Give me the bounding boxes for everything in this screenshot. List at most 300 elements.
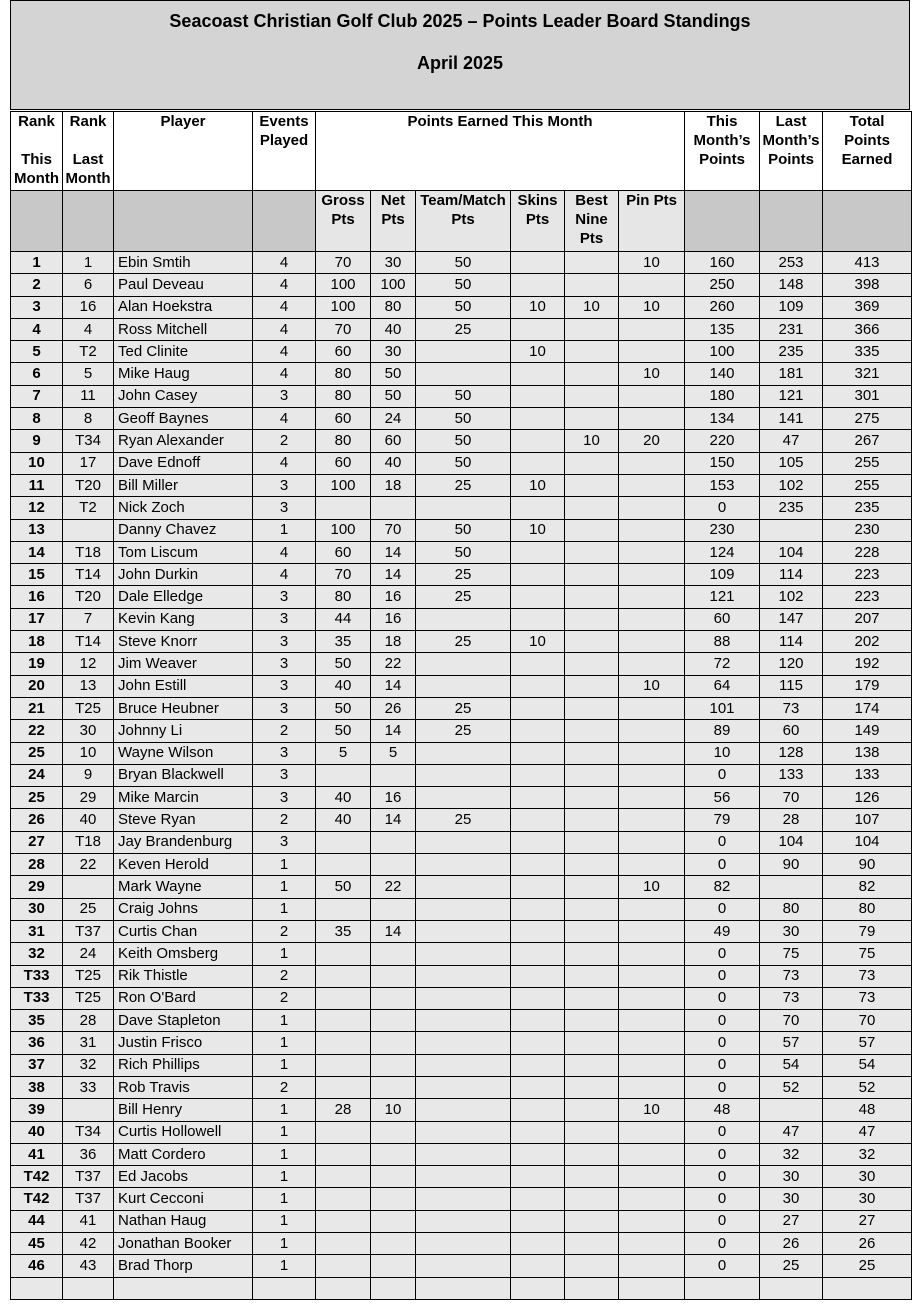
cell-rank-last-month: T20: [63, 586, 114, 608]
cell-player: Justin Frisco: [114, 1032, 253, 1054]
cell-best-nine-pts: [565, 1233, 619, 1255]
cell-last-months-points: 80: [760, 898, 823, 920]
cell-team-match-pts: 25: [416, 564, 511, 586]
cell-rank-last-month: 11: [63, 385, 114, 407]
cell-rank-this-month: 27: [11, 831, 63, 853]
cell-this-months-points: 0: [685, 831, 760, 853]
cell-player: Jim Weaver: [114, 653, 253, 675]
cell-last-months-points: 102: [760, 474, 823, 496]
cell-best-nine-pts: [565, 809, 619, 831]
cell-gross-pts: [316, 1210, 371, 1232]
cell-events-played: 3: [253, 474, 316, 496]
cell-rank-last-month: 43: [63, 1255, 114, 1277]
cell-rank-this-month: 4: [11, 318, 63, 340]
cell-net-pts: 14: [371, 675, 416, 697]
cell-last-months-points: 114: [760, 564, 823, 586]
table-row: [11, 764, 912, 786]
cell-this-months-points: 0: [685, 965, 760, 987]
table-row: [11, 720, 912, 742]
cell-net-pts: 26: [371, 697, 416, 719]
cell-pin-pts: [619, 1076, 685, 1098]
cell-rank-last-month: 12: [63, 653, 114, 675]
cell-this-months-points: 60: [685, 608, 760, 630]
cell-pin-pts: [619, 541, 685, 563]
cell-this-months-points: 64: [685, 675, 760, 697]
cell-pin-pts: [619, 898, 685, 920]
cell-last-months-points: 121: [760, 385, 823, 407]
cell-last-months-points: 128: [760, 742, 823, 764]
cell-skins-pts: 10: [511, 631, 565, 653]
subheader-blank: [823, 191, 912, 252]
cell-pin-pts: [619, 385, 685, 407]
cell-events-played: 3: [253, 608, 316, 630]
cell-rank-this-month: 17: [11, 608, 63, 630]
cell-rank-this-month: 24: [11, 764, 63, 786]
cell-last-months-points: [760, 876, 823, 898]
cell-skins-pts: [511, 452, 565, 474]
cell-pin-pts: [619, 854, 685, 876]
table-row: [11, 631, 912, 653]
cell-events-played: 1: [253, 1188, 316, 1210]
cell-rank-last-month: 29: [63, 787, 114, 809]
cell-best-nine-pts: [565, 631, 619, 653]
cell-best-nine-pts: [565, 586, 619, 608]
cell-total-points: 73: [823, 987, 912, 1009]
cell-best-nine-pts: [565, 831, 619, 853]
cell-pin-pts: [619, 564, 685, 586]
cell-empty: [760, 1277, 823, 1299]
cell-rank-this-month: 16: [11, 586, 63, 608]
cell-team-match-pts: 50: [416, 541, 511, 563]
cell-net-pts: 30: [371, 341, 416, 363]
cell-pin-pts: [619, 920, 685, 942]
cell-gross-pts: [316, 1166, 371, 1188]
cell-rank-last-month: 24: [63, 943, 114, 965]
cell-pin-pts: [619, 1233, 685, 1255]
cell-skins-pts: [511, 1121, 565, 1143]
cell-last-months-points: 115: [760, 675, 823, 697]
table-row: [11, 1076, 912, 1098]
cell-net-pts: [371, 943, 416, 965]
cell-last-months-points: 26: [760, 1233, 823, 1255]
cell-gross-pts: 70: [316, 318, 371, 340]
cell-last-months-points: 57: [760, 1032, 823, 1054]
cell-pin-pts: [619, 1210, 685, 1232]
cell-skins-pts: [511, 965, 565, 987]
cell-skins-pts: [511, 1010, 565, 1032]
cell-player: Steve Ryan: [114, 809, 253, 831]
cell-rank-this-month: 30: [11, 898, 63, 920]
cell-best-nine-pts: [565, 1010, 619, 1032]
cell-total-points: 335: [823, 341, 912, 363]
cell-gross-pts: 40: [316, 809, 371, 831]
cell-events-played: 4: [253, 541, 316, 563]
cell-skins-pts: [511, 1099, 565, 1121]
cell-last-months-points: 30: [760, 1166, 823, 1188]
cell-team-match-pts: 25: [416, 720, 511, 742]
cell-this-months-points: 134: [685, 408, 760, 430]
cell-events-played: 4: [253, 274, 316, 296]
cell-gross-pts: [316, 497, 371, 519]
cell-total-points: 25: [823, 1255, 912, 1277]
cell-events-played: 1: [253, 1010, 316, 1032]
cell-best-nine-pts: [565, 1054, 619, 1076]
table-row: [11, 653, 912, 675]
cell-net-pts: 22: [371, 876, 416, 898]
cell-rank-last-month: 5: [63, 363, 114, 385]
cell-rank-last-month: [63, 1099, 114, 1121]
cell-last-months-points: 148: [760, 274, 823, 296]
cell-gross-pts: 35: [316, 631, 371, 653]
cell-skins-pts: [511, 430, 565, 452]
table-row: [11, 787, 912, 809]
table-row: [11, 1233, 912, 1255]
cell-gross-pts: [316, 1233, 371, 1255]
cell-best-nine-pts: [565, 764, 619, 786]
cell-last-months-points: 120: [760, 653, 823, 675]
cell-best-nine-pts: [565, 1032, 619, 1054]
cell-player: John Durkin: [114, 564, 253, 586]
cell-total-points: 80: [823, 898, 912, 920]
cell-player: Keith Omsberg: [114, 943, 253, 965]
cell-player: John Casey: [114, 385, 253, 407]
cell-skins-pts: [511, 1166, 565, 1188]
cell-events-played: 4: [253, 564, 316, 586]
cell-player: Dave Ednoff: [114, 452, 253, 474]
cell-total-points: 107: [823, 809, 912, 831]
cell-empty: [371, 1277, 416, 1299]
cell-team-match-pts: [416, 1166, 511, 1188]
cell-rank-last-month: 42: [63, 1233, 114, 1255]
cell-events-played: 3: [253, 764, 316, 786]
cell-this-months-points: 82: [685, 876, 760, 898]
cell-empty: [114, 1277, 253, 1299]
cell-total-points: 202: [823, 631, 912, 653]
cell-rank-last-month: T37: [63, 1166, 114, 1188]
cell-net-pts: [371, 854, 416, 876]
cell-gross-pts: 80: [316, 385, 371, 407]
cell-events-played: 1: [253, 1032, 316, 1054]
cell-team-match-pts: [416, 1076, 511, 1098]
cell-rank-last-month: 40: [63, 809, 114, 831]
cell-skins-pts: 10: [511, 296, 565, 318]
cell-events-played: 4: [253, 363, 316, 385]
cell-this-months-points: 220: [685, 430, 760, 452]
cell-empty: [823, 1277, 912, 1299]
header-points-earned-this-month: Points Earned This Month: [316, 112, 685, 191]
header-events-played: Events Played: [253, 112, 316, 191]
cell-total-points: 138: [823, 742, 912, 764]
cell-rank-this-month: 28: [11, 854, 63, 876]
cell-player: Ebin Smtih: [114, 252, 253, 274]
cell-net-pts: [371, 1166, 416, 1188]
cell-best-nine-pts: 10: [565, 430, 619, 452]
cell-pin-pts: 10: [619, 363, 685, 385]
cell-rank-this-month: 18: [11, 631, 63, 653]
cell-this-months-points: 88: [685, 631, 760, 653]
cell-team-match-pts: [416, 965, 511, 987]
cell-player: Ted Clinite: [114, 341, 253, 363]
cell-pin-pts: [619, 497, 685, 519]
cell-last-months-points: 181: [760, 363, 823, 385]
cell-skins-pts: [511, 318, 565, 340]
cell-rank-last-month: T2: [63, 341, 114, 363]
cell-total-points: 75: [823, 943, 912, 965]
cell-total-points: 30: [823, 1188, 912, 1210]
subheader-blank: [63, 191, 114, 252]
cell-total-points: 82: [823, 876, 912, 898]
cell-team-match-pts: [416, 943, 511, 965]
cell-player: Keven Herold: [114, 854, 253, 876]
header-total-points-earned: Total Points Earned: [823, 112, 912, 191]
cell-team-match-pts: [416, 1233, 511, 1255]
cell-this-months-points: 0: [685, 1143, 760, 1165]
cell-pin-pts: [619, 653, 685, 675]
cell-rank-this-month: 35: [11, 1010, 63, 1032]
cell-empty: [511, 1277, 565, 1299]
cell-team-match-pts: 25: [416, 474, 511, 496]
cell-pin-pts: [619, 831, 685, 853]
table-row: [11, 831, 912, 853]
cell-net-pts: 40: [371, 318, 416, 340]
cell-total-points: 398: [823, 274, 912, 296]
cell-events-played: 2: [253, 720, 316, 742]
cell-team-match-pts: [416, 608, 511, 630]
cell-skins-pts: [511, 252, 565, 274]
cell-pin-pts: [619, 764, 685, 786]
cell-rank-last-month: 16: [63, 296, 114, 318]
cell-rank-this-month: T33: [11, 987, 63, 1009]
cell-total-points: 228: [823, 541, 912, 563]
cell-events-played: 4: [253, 408, 316, 430]
cell-rank-last-month: [63, 519, 114, 541]
cell-pin-pts: [619, 1054, 685, 1076]
cell-empty: [11, 1277, 63, 1299]
cell-team-match-pts: 50: [416, 452, 511, 474]
cell-rank-last-month: 30: [63, 720, 114, 742]
cell-player: Bill Henry: [114, 1099, 253, 1121]
cell-this-months-points: 160: [685, 252, 760, 274]
cell-skins-pts: [511, 876, 565, 898]
subheader-row: [11, 191, 912, 252]
cell-rank-last-month: 1: [63, 252, 114, 274]
cell-total-points: 70: [823, 1010, 912, 1032]
cell-this-months-points: 109: [685, 564, 760, 586]
cell-rank-last-month: T25: [63, 965, 114, 987]
subheader-team-match-pts: Team/Match Pts: [416, 191, 511, 252]
cell-team-match-pts: [416, 1188, 511, 1210]
cell-skins-pts: [511, 1076, 565, 1098]
cell-net-pts: [371, 1032, 416, 1054]
cell-team-match-pts: 25: [416, 318, 511, 340]
cell-best-nine-pts: [565, 965, 619, 987]
cell-team-match-pts: [416, 1099, 511, 1121]
cell-rank-this-month: 11: [11, 474, 63, 496]
table-row: [11, 809, 912, 831]
cell-this-months-points: 0: [685, 1233, 760, 1255]
cell-rank-last-month: 17: [63, 452, 114, 474]
cell-pin-pts: [619, 452, 685, 474]
cell-rank-last-month: 9: [63, 764, 114, 786]
cell-events-played: 3: [253, 697, 316, 719]
cell-net-pts: [371, 898, 416, 920]
table-row: [11, 452, 912, 474]
cell-total-points: 366: [823, 318, 912, 340]
table-row: [11, 742, 912, 764]
cell-this-months-points: 0: [685, 943, 760, 965]
cell-best-nine-pts: [565, 653, 619, 675]
cell-skins-pts: [511, 787, 565, 809]
cell-rank-last-month: T14: [63, 631, 114, 653]
cell-net-pts: 10: [371, 1099, 416, 1121]
table-row: [11, 1099, 912, 1121]
cell-rank-last-month: T18: [63, 831, 114, 853]
cell-events-played: 2: [253, 920, 316, 942]
cell-skins-pts: [511, 274, 565, 296]
cell-pin-pts: [619, 274, 685, 296]
cell-pin-pts: [619, 720, 685, 742]
table-row: [11, 519, 912, 541]
cell-events-played: 2: [253, 1076, 316, 1098]
cell-events-played: 1: [253, 1121, 316, 1143]
cell-skins-pts: [511, 854, 565, 876]
cell-player: John Estill: [114, 675, 253, 697]
cell-skins-pts: [511, 1054, 565, 1076]
cell-rank-this-month: 44: [11, 1210, 63, 1232]
cell-total-points: 27: [823, 1210, 912, 1232]
cell-rank-last-month: 25: [63, 898, 114, 920]
cell-player: Johnny Li: [114, 720, 253, 742]
cell-gross-pts: 50: [316, 653, 371, 675]
table-row: [11, 408, 912, 430]
cell-total-points: 413: [823, 252, 912, 274]
cell-last-months-points: 105: [760, 452, 823, 474]
cell-net-pts: [371, 1010, 416, 1032]
cell-rank-this-month: 15: [11, 564, 63, 586]
cell-skins-pts: [511, 363, 565, 385]
header-player: Player: [114, 112, 253, 191]
cell-rank-this-month: 8: [11, 408, 63, 430]
cell-pin-pts: [619, 519, 685, 541]
cell-rank-this-month: 25: [11, 742, 63, 764]
table-row: [11, 876, 912, 898]
cell-pin-pts: [619, 987, 685, 1009]
cell-gross-pts: 80: [316, 586, 371, 608]
cell-net-pts: [371, 1143, 416, 1165]
cell-this-months-points: 0: [685, 854, 760, 876]
cell-gross-pts: 100: [316, 519, 371, 541]
cell-skins-pts: [511, 764, 565, 786]
cell-player: Rich Phillips: [114, 1054, 253, 1076]
cell-pin-pts: 10: [619, 252, 685, 274]
cell-rank-last-month: T25: [63, 697, 114, 719]
header-rank-this-month: Rank This Month: [11, 112, 63, 191]
page-title: Seacoast Christian Golf Club 2025 – Points Leader Board Standings: [169, 11, 751, 31]
cell-rank-last-month: [63, 876, 114, 898]
cell-rank-this-month: 12: [11, 497, 63, 519]
cell-last-months-points: 231: [760, 318, 823, 340]
cell-events-played: 3: [253, 831, 316, 853]
cell-team-match-pts: [416, 1121, 511, 1143]
cell-rank-last-month: 10: [63, 742, 114, 764]
table-row: [11, 564, 912, 586]
cell-total-points: 255: [823, 452, 912, 474]
cell-events-played: 1: [253, 854, 316, 876]
cell-events-played: 2: [253, 430, 316, 452]
cell-gross-pts: 70: [316, 252, 371, 274]
cell-rank-this-month: 38: [11, 1076, 63, 1098]
cell-player: Rob Travis: [114, 1076, 253, 1098]
cell-total-points: 235: [823, 497, 912, 519]
cell-net-pts: 24: [371, 408, 416, 430]
cell-pin-pts: [619, 697, 685, 719]
cell-skins-pts: [511, 1188, 565, 1210]
cell-gross-pts: [316, 854, 371, 876]
cell-gross-pts: [316, 1054, 371, 1076]
cell-player: Ryan Alexander: [114, 430, 253, 452]
cell-total-points: 133: [823, 764, 912, 786]
cell-best-nine-pts: [565, 1099, 619, 1121]
cell-gross-pts: [316, 1188, 371, 1210]
cell-last-months-points: 133: [760, 764, 823, 786]
cell-last-months-points: 235: [760, 341, 823, 363]
table-row: [11, 363, 912, 385]
cell-total-points: 104: [823, 831, 912, 853]
table-row: [11, 274, 912, 296]
cell-events-played: 1: [253, 1099, 316, 1121]
cell-rank-last-month: 36: [63, 1143, 114, 1165]
cell-best-nine-pts: [565, 318, 619, 340]
cell-events-played: 4: [253, 318, 316, 340]
cell-rank-last-month: T37: [63, 920, 114, 942]
cell-player: Matt Cordero: [114, 1143, 253, 1165]
cell-total-points: 267: [823, 430, 912, 452]
cell-empty: [253, 1277, 316, 1299]
cell-player: Bryan Blackwell: [114, 764, 253, 786]
cell-events-played: 1: [253, 876, 316, 898]
cell-net-pts: [371, 987, 416, 1009]
cell-best-nine-pts: [565, 697, 619, 719]
cell-gross-pts: 100: [316, 296, 371, 318]
cell-team-match-pts: [416, 341, 511, 363]
cell-gross-pts: 28: [316, 1099, 371, 1121]
cell-pin-pts: [619, 631, 685, 653]
table-row: [11, 920, 912, 942]
cell-gross-pts: [316, 965, 371, 987]
cell-last-months-points: 25: [760, 1255, 823, 1277]
cell-total-points: 223: [823, 586, 912, 608]
cell-last-months-points: 30: [760, 920, 823, 942]
cell-this-months-points: 0: [685, 1010, 760, 1032]
cell-events-played: 1: [253, 1166, 316, 1188]
cell-rank-last-month: 4: [63, 318, 114, 340]
cell-skins-pts: [511, 653, 565, 675]
header-row: [11, 112, 912, 191]
cell-rank-last-month: T34: [63, 430, 114, 452]
cell-skins-pts: [511, 742, 565, 764]
cell-skins-pts: 10: [511, 341, 565, 363]
cell-player: Geoff Baynes: [114, 408, 253, 430]
cell-rank-last-month: 41: [63, 1210, 114, 1232]
cell-best-nine-pts: [565, 920, 619, 942]
cell-team-match-pts: [416, 876, 511, 898]
cell-gross-pts: 60: [316, 452, 371, 474]
cell-pin-pts: [619, 1010, 685, 1032]
cell-net-pts: 50: [371, 385, 416, 407]
cell-skins-pts: [511, 1032, 565, 1054]
cell-this-months-points: 0: [685, 1166, 760, 1188]
cell-total-points: 301: [823, 385, 912, 407]
